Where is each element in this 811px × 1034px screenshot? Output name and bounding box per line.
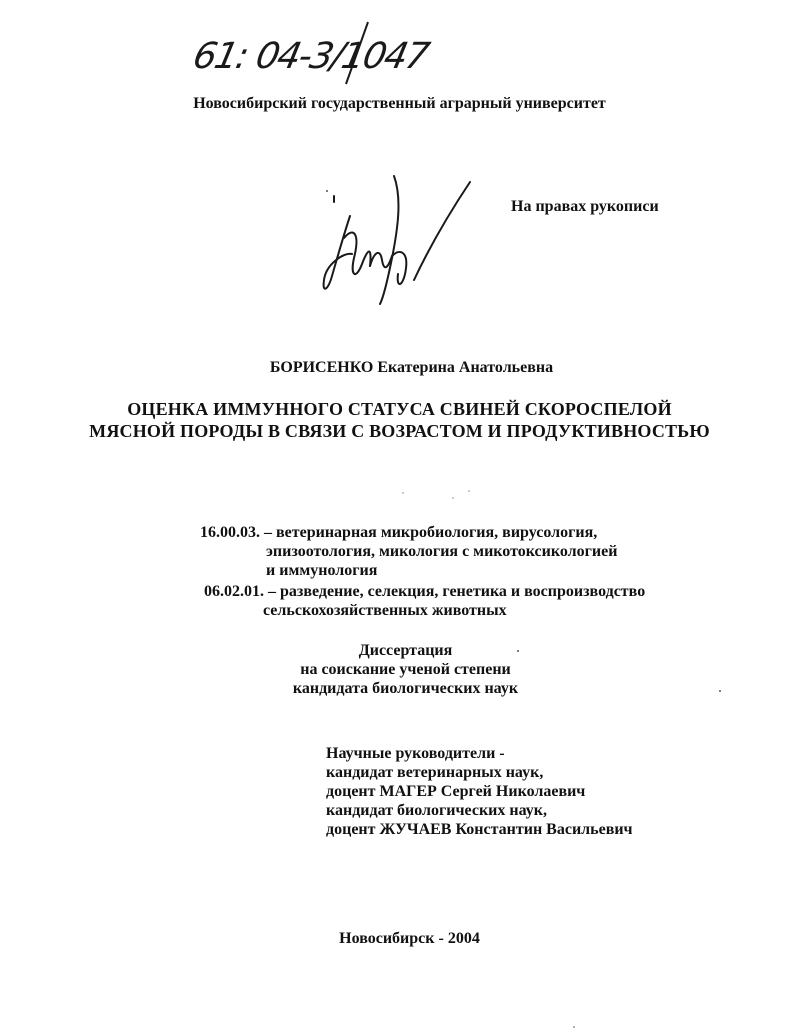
specialty-line: эпизоотология, микология с микотоксикологией xyxy=(266,543,618,560)
place-year: Новосибирск - 2004 xyxy=(339,930,480,947)
supervisors-block xyxy=(326,744,633,839)
scan-speck xyxy=(468,490,470,492)
university-name: Новосибирский государственный аграрный университет xyxy=(193,95,606,112)
title-line: ОЦЕНКА ИММУННОГО СТАТУСА СВИНЕЙ СКОРОСПЕЛОЙ xyxy=(127,399,672,419)
degree-line: Диссертация xyxy=(358,642,453,659)
degree-line: на соискание ученой степени xyxy=(300,661,511,678)
specialty-line: сельскохозяйственных животных xyxy=(263,602,507,619)
dissertation-title xyxy=(0,398,799,442)
supervisors-line: Научные руководители - xyxy=(326,745,505,762)
scan-speck xyxy=(719,690,721,692)
supervisors-line: кандидат биологических наук, xyxy=(326,802,547,819)
specialty-line: – разведение, селекция, генетика и воспроизводство xyxy=(268,583,646,600)
supervisors-line: доцент ЖУЧАЕВ Константин Васильевич xyxy=(326,821,633,838)
specialty-code: 16.00.03. xyxy=(200,524,260,541)
author-surname: БОРИСЕНКО xyxy=(269,359,374,376)
author-name xyxy=(12,358,811,377)
degree-block xyxy=(6,641,805,698)
degree-line: кандидата биологических наук xyxy=(292,680,519,697)
scan-speck xyxy=(452,497,454,499)
scan-speck xyxy=(573,1026,575,1028)
author-given-names: Екатерина Анатольевна xyxy=(377,359,554,376)
handwritten-archive-mark xyxy=(189,18,456,88)
author-signature xyxy=(310,168,480,318)
scan-speck xyxy=(402,492,404,494)
specialty-code: 06.02.01. xyxy=(204,583,264,600)
specialty-line: и иммунология xyxy=(266,562,378,579)
supervisors-line: доцент МАГЕР Сергей Николаевич xyxy=(326,783,586,800)
title-line: МЯСНОЙ ПОРОДЫ В СВЯЗИ С ВОЗРАСТОМ И ПРОДУКТИВНОСТЬЮ xyxy=(89,421,710,441)
scan-speck xyxy=(326,190,328,192)
manuscript-rights: На правах рукописи xyxy=(511,198,659,215)
supervisors-line: кандидат ветеринарных наук, xyxy=(326,764,544,781)
specialty-line: – ветеринарная микробиология, вирусология, xyxy=(264,524,598,541)
archive-mark-text: 61: 04-3/1047 xyxy=(189,34,434,77)
scan-speck xyxy=(517,650,519,652)
